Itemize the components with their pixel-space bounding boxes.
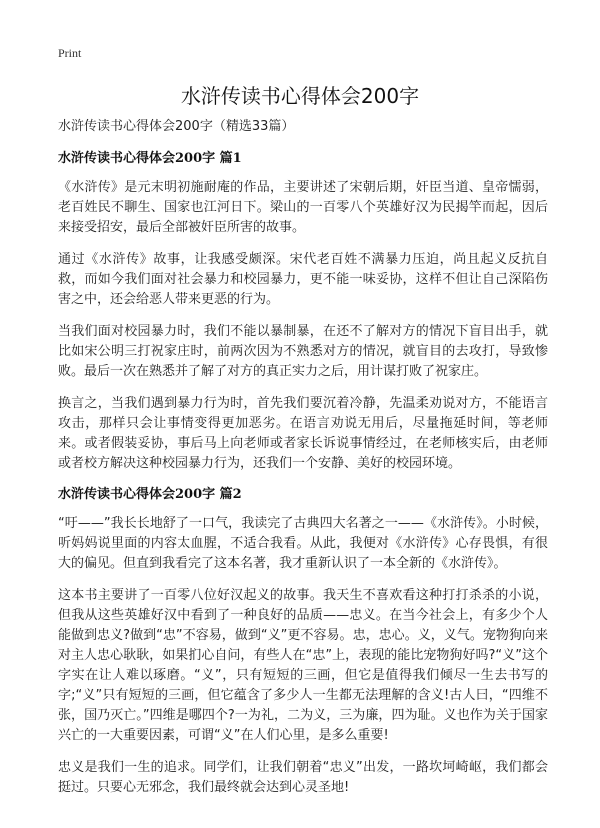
paragraph: 当我们面对校园暴力时，我们不能以暴制暴，在还不了解对方的情况下盲目出手，就比如宋公明三打祝家庄时，前两次因为不熟悉对方的情况，就盲目的去攻打，导致惨败。最后一次在熟悉并了解了对方的真正实力之后，用计谋打败了祝家庄。 [58,324,548,379]
document-body [58,118,548,810]
paragraph: 《水浒传》是元末明初施耐庵的作品，主要讲述了宋朝后期，奸臣当道、皇帝懦弱，老百姓民不聊生、国家也江河日下。梁山的一百零八个英雄好汉为民揭竿而起，因后来接受招安，最后全部被奸臣所害的故事。 [58,180,548,235]
paragraph: 换言之，当我们遇到暴力行为时，首先我们要沉着冷静，先温柔劝说对方，不能语言攻击，那样只会让事情变得更加恶劣。在语言劝说无用后，尽量拖延时间，等老师来。或者假装妥协，事后马上向老师或者家长诉说事情经过，在老师核实后，由老师或者校方解决这种校园暴力行为，还我们一个安静、美好的校园环境。 [58,396,548,471]
section-heading: 水浒传读书心得体会200字 篇2 [58,487,242,502]
paragraph: 通过《水浒传》故事，让我感受颇深。宋代老百姓不满暴力压迫，尚且起义反抗自救，而如今我们面对社会暴力和校园暴力，更不能一味妥协，这样不但让自己深陷伤害之中，还会给恶人带来更恶的行为。 [58,252,548,307]
paragraph: “吁——”我长长地舒了一口气，我读完了古典四大名著之一——《水浒传》。小时候，听妈妈说里面的内容太血腥，不适合我看。从此，我便对《水浒传》心存畏惧，有很大的偏见。但直到我看完了这本名著，我才重新认识了一本全新的《水浒传》。 [58,516,548,571]
page-title: 水浒传读书心得体会200字 [180,84,420,108]
section-2 [58,486,548,798]
section-1 [58,150,548,474]
section-heading: 水浒传读书心得体会200字 篇1 [58,151,242,166]
paragraph: 忠义是我们一生的追求。同学们，让我们朝着“忠义”出发，一路坎坷崎岖，我们都会挺过。只要心无邪念，我们最终就会达到心灵圣地! [58,760,548,795]
paragraph: 这本书主要讲了一百零八位好汉起义的故事。我天生不喜欢看这种打打杀杀的小说，但我从这些英雄好汉中看到了一种良好的品质——忠义。在当今社会上，有多少个人能做到忠义?做到“忠”不容易，做到“义”更不容易。忠，忠心。义，义气。宠物狗向来对主人忠心耿耿，如果扪心自问，有些人在“忠”上，表现的能比宠物狗好吗?“义”这个字实在让人难以琢磨。“义”，只有短短的三画，但它是值得我们倾尽一生去书写的字;“义”只有短短的三画，但它蕴含了多少人一生都无法理解的含义!古人曰，“四维不张，国乃灭亡。”四维是哪四个?一为礼，二为义，三为廉，四为耻。义也作为关于国家兴亡的一大重要因素，可谓“义”在人们心里，是多么重要! [58,588,548,743]
print-label[interactable]: Print [58,46,82,60]
document-subtitle: 水浒传读书心得体会200字（精选33篇） [58,119,295,134]
